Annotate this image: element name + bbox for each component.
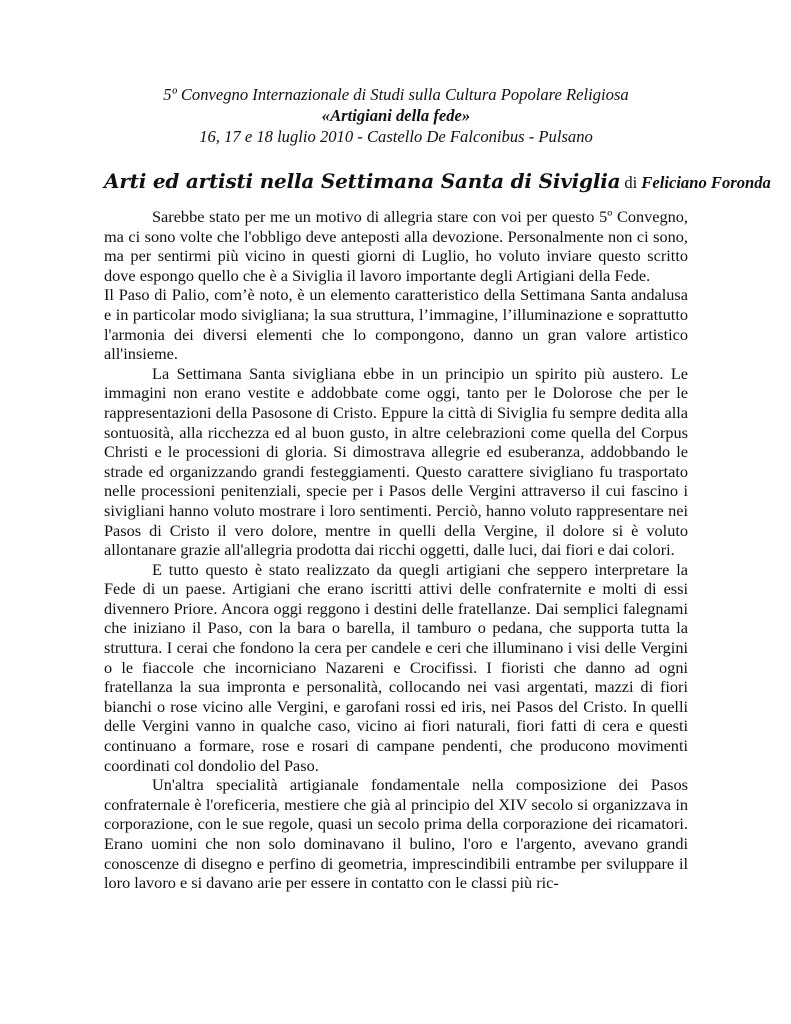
article-title: Arti ed artisti nella Settimana Santa di Siviglia — [104, 169, 621, 193]
conference-subtitle: «Artigiani della fede» — [321, 106, 471, 125]
article-author: Feliciano Foronda — [641, 173, 771, 192]
paragraph-1: Sarebbe stato per me un motivo di allegria stare con voi per questo 5º Convegno, ma ci sono volte che l'obbligo deve anteposti alla devozione. Personalmente non ci sono, ma per sentirmi più vicino in questi giorni di Luglio, ho voluto inviare questo scritto dove espongo quello che è a Siviglia il lavoro importante degli Artigiani della Fede. — [104, 207, 688, 285]
article-body — [104, 207, 688, 893]
paragraph-3: La Settimana Santa sivigliana ebbe in un principio un spirito più austero. Le immagini non erano vestite e addobbate come oggi, tanto per le Dolorose che per le rappresentazioni della Pasosone di Cristo. Eppure la città di Siviglia fu sempre dedita alla sontuosità, alla ricchezza ed al buon gusto, in altre celebrazioni come quella del Corpus Christi e le processioni di gloria. Si dimostrava allegrie ed esuberanza, addobbando le strade ed organizzando grandi festeggiamenti. Questo carattere sivigliano fu trasportato nelle processioni penitenziali, specie per i Pasos delle Vergini attraverso il cui fascino i sivigliani hanno voluto mostrare i loro sentimenti. Perciò, hanno voluto rappresentare nei Pasos di Cristo il vero dolore, mentre in quelli della Vergine, il dolore si è voluto allontanare grazie all'allegria prodotta dai ricchi oggetti, dalle luci, dai fiori e dai colori. — [104, 363, 688, 560]
paragraph-5: Un'altra specialità artigianale fondamentale nella composizione dei Pasos confraternale è l'oreficeria, mestiere che già al principio del XIV secolo si organizzava in corporazione, con le sue regole, quasi un secolo prima della corporazione dei ricamatori. Erano uomini che non solo dominavano il bulino, l'oro e l'argento, avevano grandi conoscenze di disegno e perfino di geometria, imprescindibili entrambe per sviluppare il loro lavoro e si davano arie per essere in contatto con le classi più ric- — [104, 775, 688, 893]
article-by: di — [624, 173, 638, 192]
article-title-line — [104, 167, 771, 198]
conference-dates-location: 16, 17 e 18 luglio 2010 - Castello De Falconibus - Pulsano — [199, 127, 593, 146]
conference-title: 5º Convegno Internazionale di Studi sulla Cultura Popolare Religiosa — [163, 85, 629, 104]
conference-header — [104, 84, 688, 147]
paragraph-2: Il Paso di Palio, com’è noto, è un elemento caratteristico della Settimana Santa andalusa e in particolar modo sivigliana; la sua struttura, l’immagine, l’illuminazione e soprattutto l'armonia dei diversi elementi che lo compongono, danno un gran valore artistico all'insieme. — [104, 285, 688, 364]
paragraph-4: E tutto questo è stato realizzato da quegli artigiani che seppero interpretare la Fede di un paese. Artigiani che erano iscritti attivi delle confraternite e molti di essi divennero Priore. Ancora oggi reggono i destini delle fratellanze. Dai semplici falegnami che iniziano il Paso, con la bara o barella, il tamburo o pedana, che supporta tutta la struttura. I cerai che fondono la cera per candele e ceri che illuminano i visi delle Vergini o le fiaccole che incorniciano Nazareni e Crocifissi. I fioristi che danno ad ogni fratellanza la sua impronta e personalità, collocando nei vasi argentati, mazzi di fiori bianchi o rose vicino alle Vergini, e garofani rossi ed iris, nei Pasos del Cristo. In quelli delle Vergini vanno in qualche caso, vicino ai fiori naturali, fiori fatti di cera e questi continuano a formare, rose e rosari di campane pendenti, che producono movimenti coordinati col dondolio del Paso. — [104, 559, 688, 775]
